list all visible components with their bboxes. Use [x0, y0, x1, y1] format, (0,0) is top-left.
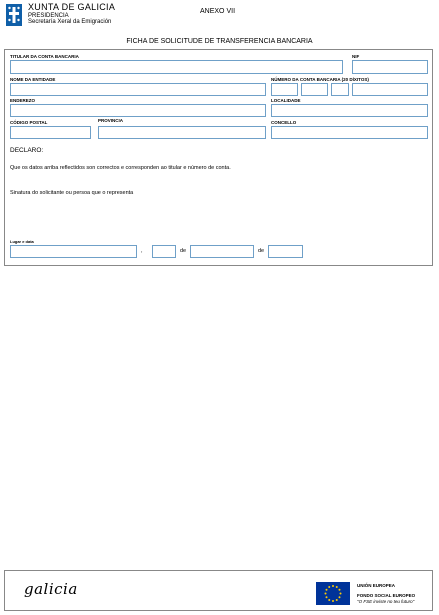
- province-input[interactable]: [98, 126, 266, 139]
- year-input[interactable]: [268, 245, 303, 258]
- entity-name-label: NOME DA ENTIDADE: [10, 77, 56, 82]
- day-input[interactable]: [152, 245, 176, 258]
- province-label: PROVINCIA: [98, 118, 124, 123]
- nif-label: NIF: [352, 54, 360, 59]
- locality-label: LOCALIDADE: [271, 98, 301, 103]
- account-holder-label: TITULAR DA CONTA BANCARIA: [10, 54, 79, 59]
- date-de-1: de: [180, 248, 187, 254]
- place-input[interactable]: [10, 245, 137, 258]
- annex-label: ANEXO VII: [200, 8, 236, 15]
- place-date-label: Lugar e data: [10, 239, 34, 244]
- declaration-text: Que os datos arriba reflectidos son correctos e corresponden ao titular e número de conta.: [10, 165, 231, 171]
- entity-name-input[interactable]: [10, 83, 266, 96]
- form-title: FICHA DE SOLICITUDE DE TRANSFERENCIA BANCARIA: [126, 38, 313, 45]
- galicia-logo: galicia: [24, 580, 78, 598]
- eu-slogan: "O FSE inviste no teu futuro": [357, 599, 415, 604]
- eu-flag-icon: [316, 582, 350, 605]
- postal-code-input[interactable]: [10, 126, 91, 139]
- declaration-heading: DECLARO:: [10, 147, 44, 154]
- address-label: ENDEREZO: [10, 98, 36, 103]
- account-entity-code-input[interactable]: [271, 83, 298, 96]
- address-input[interactable]: [10, 104, 266, 117]
- postal-code-label: CÓDIGO POSTAL: [10, 120, 48, 125]
- account-control-digits-input[interactable]: [331, 83, 349, 96]
- nif-input[interactable]: [352, 60, 428, 74]
- date-de-2: de: [258, 248, 265, 254]
- council-input[interactable]: [271, 126, 428, 139]
- org-department: PRESIDENCIA: [28, 13, 69, 19]
- org-secretariat: Secretaría Xeral da Emigración: [28, 19, 112, 25]
- account-branch-code-input[interactable]: [301, 83, 328, 96]
- month-input[interactable]: [190, 245, 254, 258]
- locality-input[interactable]: [271, 104, 428, 117]
- signature-label: Sinatura do solicitante ou persoa que o representa: [10, 190, 134, 196]
- eu-fund-label: FONDO SOCIAL EUROPEO: [357, 593, 416, 598]
- org-name: XUNTA DE GALICIA: [28, 2, 116, 12]
- account-holder-input[interactable]: [10, 60, 343, 74]
- eu-union-label: UNIÓN EUROPEA: [357, 583, 396, 588]
- account-number-input[interactable]: [352, 83, 428, 96]
- council-label: CONCELLO: [271, 120, 297, 125]
- account-number-label: NÚMERO DA CONTA BANCARIA (20 DÍXITOS): [271, 77, 369, 82]
- date-comma: ,: [141, 248, 143, 254]
- xunta-shield-icon: [6, 4, 22, 26]
